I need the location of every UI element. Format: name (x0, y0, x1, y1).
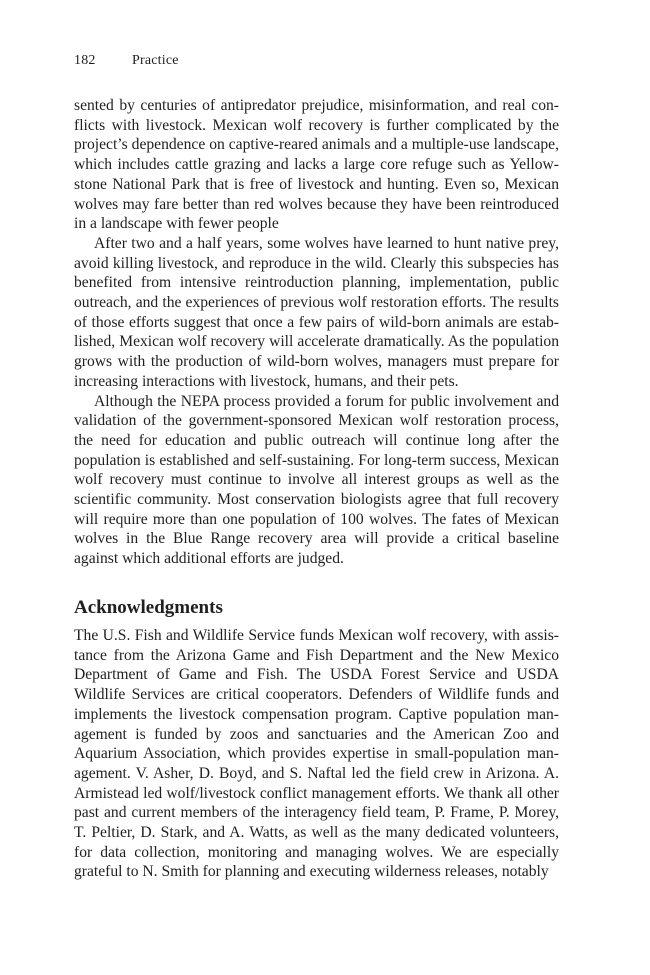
page-number: 182 (74, 53, 96, 68)
running-head-section: Practice (132, 53, 179, 68)
section-heading: Acknowledgments (74, 597, 223, 618)
body-text (74, 96, 559, 569)
paragraph-2: After two and a half years, some wolves have learned to hunt native prey, avoid killing livestock, and reproduce in the wild. Clearly this subspecies has benefited from intensive reintroduction planning, implementation, public outreach, and the experiences of previous wolf restoration efforts. The results of those efforts suggest that once a few pairs of wild-born animals are established, Mexican wolf recovery will accelerate dramatically. As the population grows with the production of wild-born wolves, managers must prepare for increasing interactions with livestock, humans, and their pets. (74, 234, 559, 390)
acknowledgments-text (74, 626, 559, 882)
acknowledgments-paragraph: The U.S. Fish and Wildlife Service funds Mexican wolf recovery, with assistance from the Arizona Game and Fish Department and the New Mexico Department of Game and Fish. The USDA Forest Service and USDA Wildlife Services are critical cooperators. Defenders of Wildlife funds and implements the livestock compensation program. Captive population management is funded by zoos and sanctuaries and the American Zoo and Aquarium Association, which provides expertise in small-population management. V. Asher, D. Boyd, and S. Naftal led the field crew in Arizona. A. Armistead led wolf/livestock conflict management efforts. We thank all other past and current members of the interagency field team, P. Frame, P. Morey, T. Peltier, D. Stark, and A. Watts, as well as the many dedicated volunteers, for data collection, monitoring and managing wolves. We are especially grateful to N. Smith for planning and executing wilderness releases, notably (74, 627, 559, 881)
paragraph-3: Although the NEPA process provided a forum for public involvement and validation of the government-sponsored Mexican wolf restoration process, the need for education and public outreach will continue long after the population is established and self-sustaining. For long-term success, Mexican wolf recovery must continue to involve all interest groups as well as the scientific community. Most conservation biologists agree that full recovery will require more than one population of 100 wolves. The fates of Mexican wolves in the Blue Range recovery area will provide a critical baseline against which additional efforts are judged. (74, 392, 559, 568)
paragraph-1: sented by centuries of antipredator prejudice, misinformation, and real conflicts with livestock. Mexican wolf recovery is further complicated by the project’s dependence on captive-reared animals and a multiple-use landscape, which includes cattle grazing and lacks a large core refuge such as Yellowstone National Park that is free of livestock and hunting. Even so, Mexican wolves may fare better than red wolves because they have been reintroduced in a landscape with fewer people (74, 97, 559, 233)
running-head (74, 52, 179, 70)
